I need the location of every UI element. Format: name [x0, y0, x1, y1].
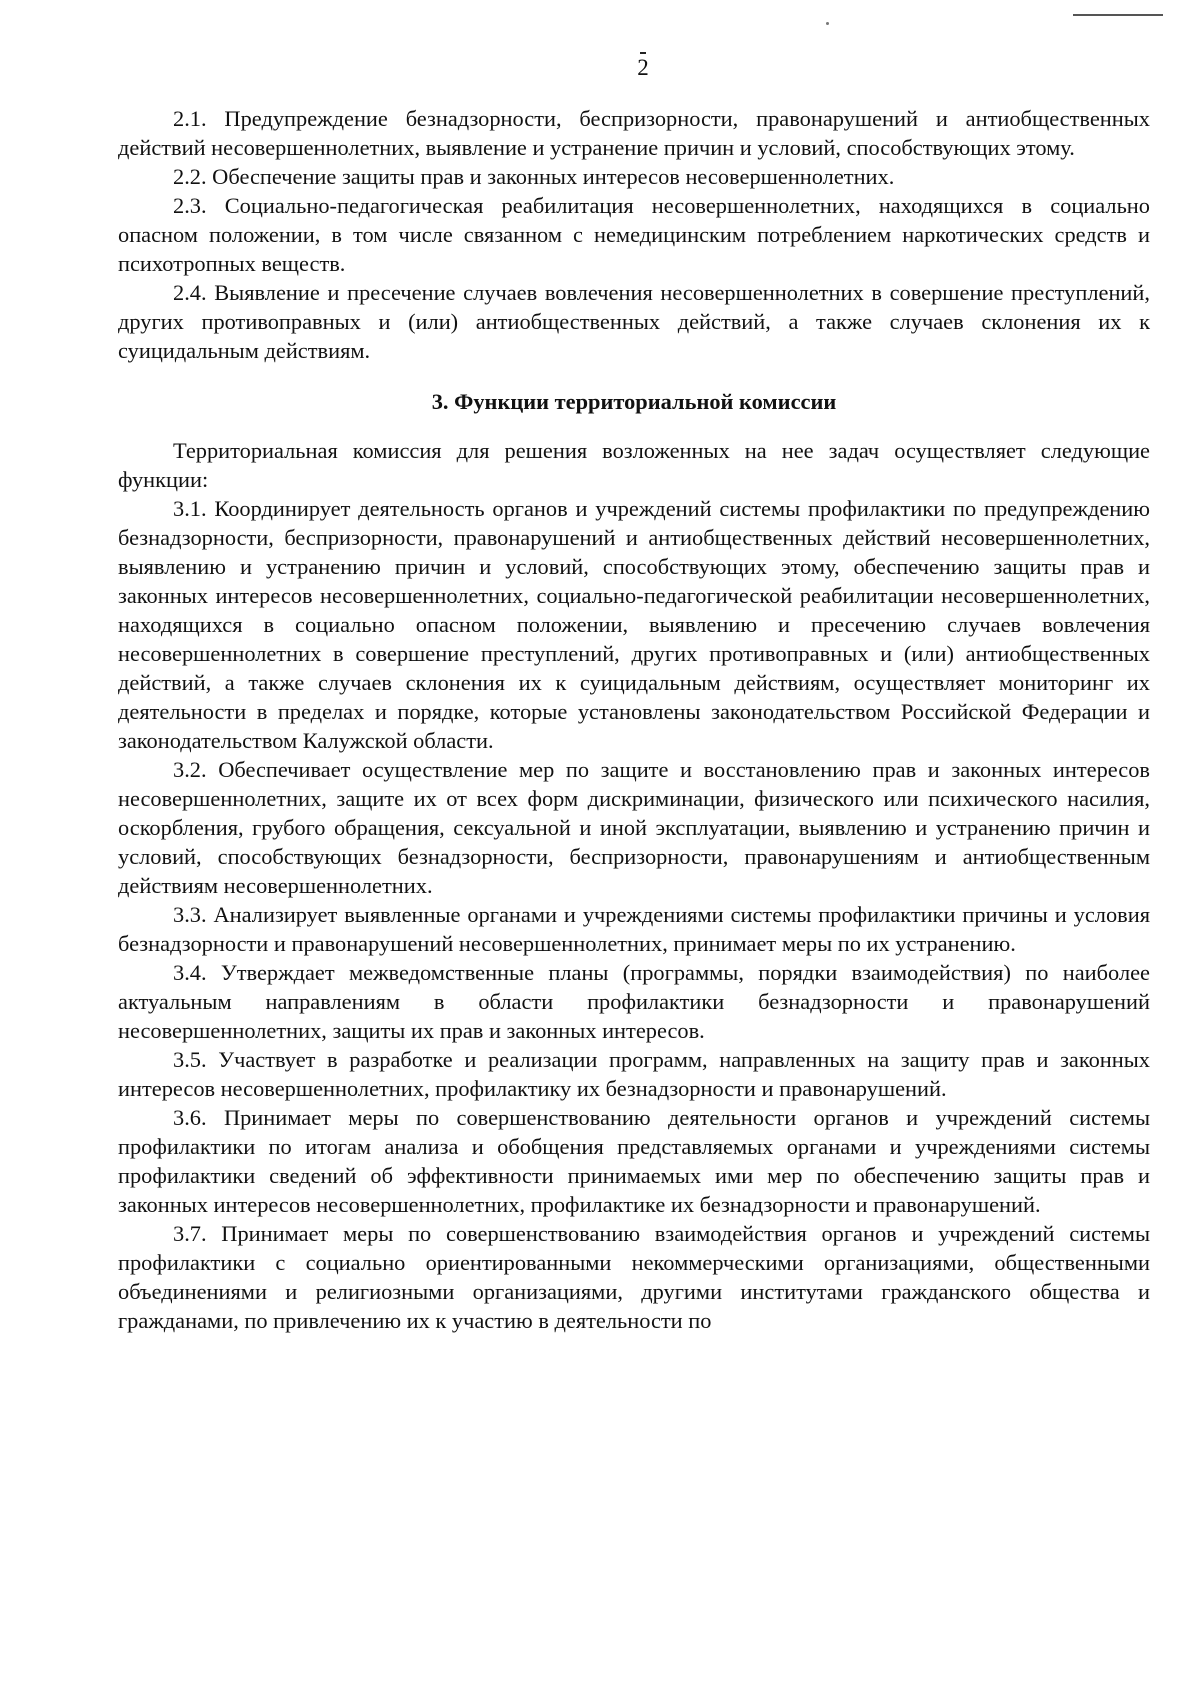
- paragraph-3-3: 3.3. Анализирует выявленные органами и учреждениями системы профилактики причины и условия безнадзорности и правонарушений несовершеннолетних, принимает меры по их устранению.: [118, 902, 1150, 956]
- document-body: [118, 104, 1150, 1335]
- paragraph-3-2: 3.2. Обеспечивает осуществление мер по защите и восстановлению прав и законных интересов несовершеннолетних, защите их от всех форм дискриминации, физического или психического насилия, оскорбления, грубого обращения, сексуальной и иной эксплуатации, выявлению и устранению причин и условий, способствующих безнадзорности, беспризорности, правонарушениям и антиобщественным действиям несовершеннолетних.: [118, 757, 1150, 898]
- paragraph-intro: Территориальная комиссия для решения возложенных на нее задач осуществляет следующие функции:: [118, 438, 1150, 492]
- paragraph-3-5: 3.5. Участвует в разработке и реализации программ, направленных на защиту прав и законных интересов несовершеннолетних, профилактику их безнадзорности и правонарушений.: [118, 1047, 1150, 1101]
- page-number: [0, 52, 1200, 79]
- paragraph-3-6: 3.6. Принимает меры по совершенствованию деятельности органов и учреждений системы профилактики по итогам анализа и обобщения представляемых органами и учреждениями системы профилактики сведений об эффективности принимаемых ими мер по обеспечению защиты прав и законных интересов несовершеннолетних, профилактике их безнадзорности и правонарушений.: [118, 1105, 1150, 1217]
- paragraph-2-4: 2.4. Выявление и пресечение случаев вовлечения несовершеннолетних в совершение преступлений, других противоправных и (или) антиобщественных действий, а также случаев склонения их к суицидальным действиям.: [118, 280, 1150, 363]
- section-heading: 3. Функции территориальной комиссии: [431, 389, 837, 414]
- paragraph-2-2: 2.2. Обеспечение защиты прав и законных интересов несовершеннолетних.: [173, 164, 895, 189]
- page-number-text: 2: [637, 55, 649, 80]
- paragraph-3-4: 3.4. Утверждает межведомственные планы (программы, порядки взаимодействия) по наиболее актуальным направлениям в области профилактики безнадзорности и правонарушений несовершеннолетних, защиты их прав и законных интересов.: [118, 960, 1150, 1043]
- paragraph-2-1: 2.1. Предупреждение безнадзорности, беспризорности, правонарушений и антиобщественных действий несовершеннолетних, выявление и устранение причин и условий, способствующих этому.: [118, 106, 1150, 160]
- scan-artifact-line: [1073, 14, 1163, 16]
- scan-artifact-dot: [826, 22, 829, 25]
- page-number-mark: [640, 52, 646, 54]
- paragraph-2-3: 2.3. Социально-педагогическая реабилитация несовершеннолетних, находящихся в социально опасном положении, в том числе связанном с немедицинским потреблением наркотических средств и психотропных веществ.: [118, 193, 1150, 276]
- paragraph-3-1: 3.1. Координирует деятельность органов и учреждений системы профилактики по предупреждению безнадзорности, беспризорности, правонарушений и антиобщественных действий несовершеннолетних, выявлению и устранению причин и условий, способствующих этому, обеспечению защиты прав и законных интересов несовершеннолетних, социально-педагогической реабилитации несовершеннолетних, находящихся в социально опасном положении, выявлению и пресечению случаев вовлечения несовершеннолетних в совершение преступлений, других противоправных и (или) антиобщественных действий, а также случаев склонения их к суицидальным действиям, осуществляет мониторинг их деятельности в пределах и порядке, которые установлены законодательством Российской Федерации и законодательством Калужской области.: [118, 496, 1150, 753]
- paragraph-3-7: 3.7. Принимает меры по совершенствованию взаимодействия органов и учреждений системы профилактики с социально ориентированными некоммерческими организациями, общественными объединениями и религиозными организациями, другими институтами гражданского общества и гражданами, по привлечению их к участию в деятельности по: [118, 1221, 1150, 1333]
